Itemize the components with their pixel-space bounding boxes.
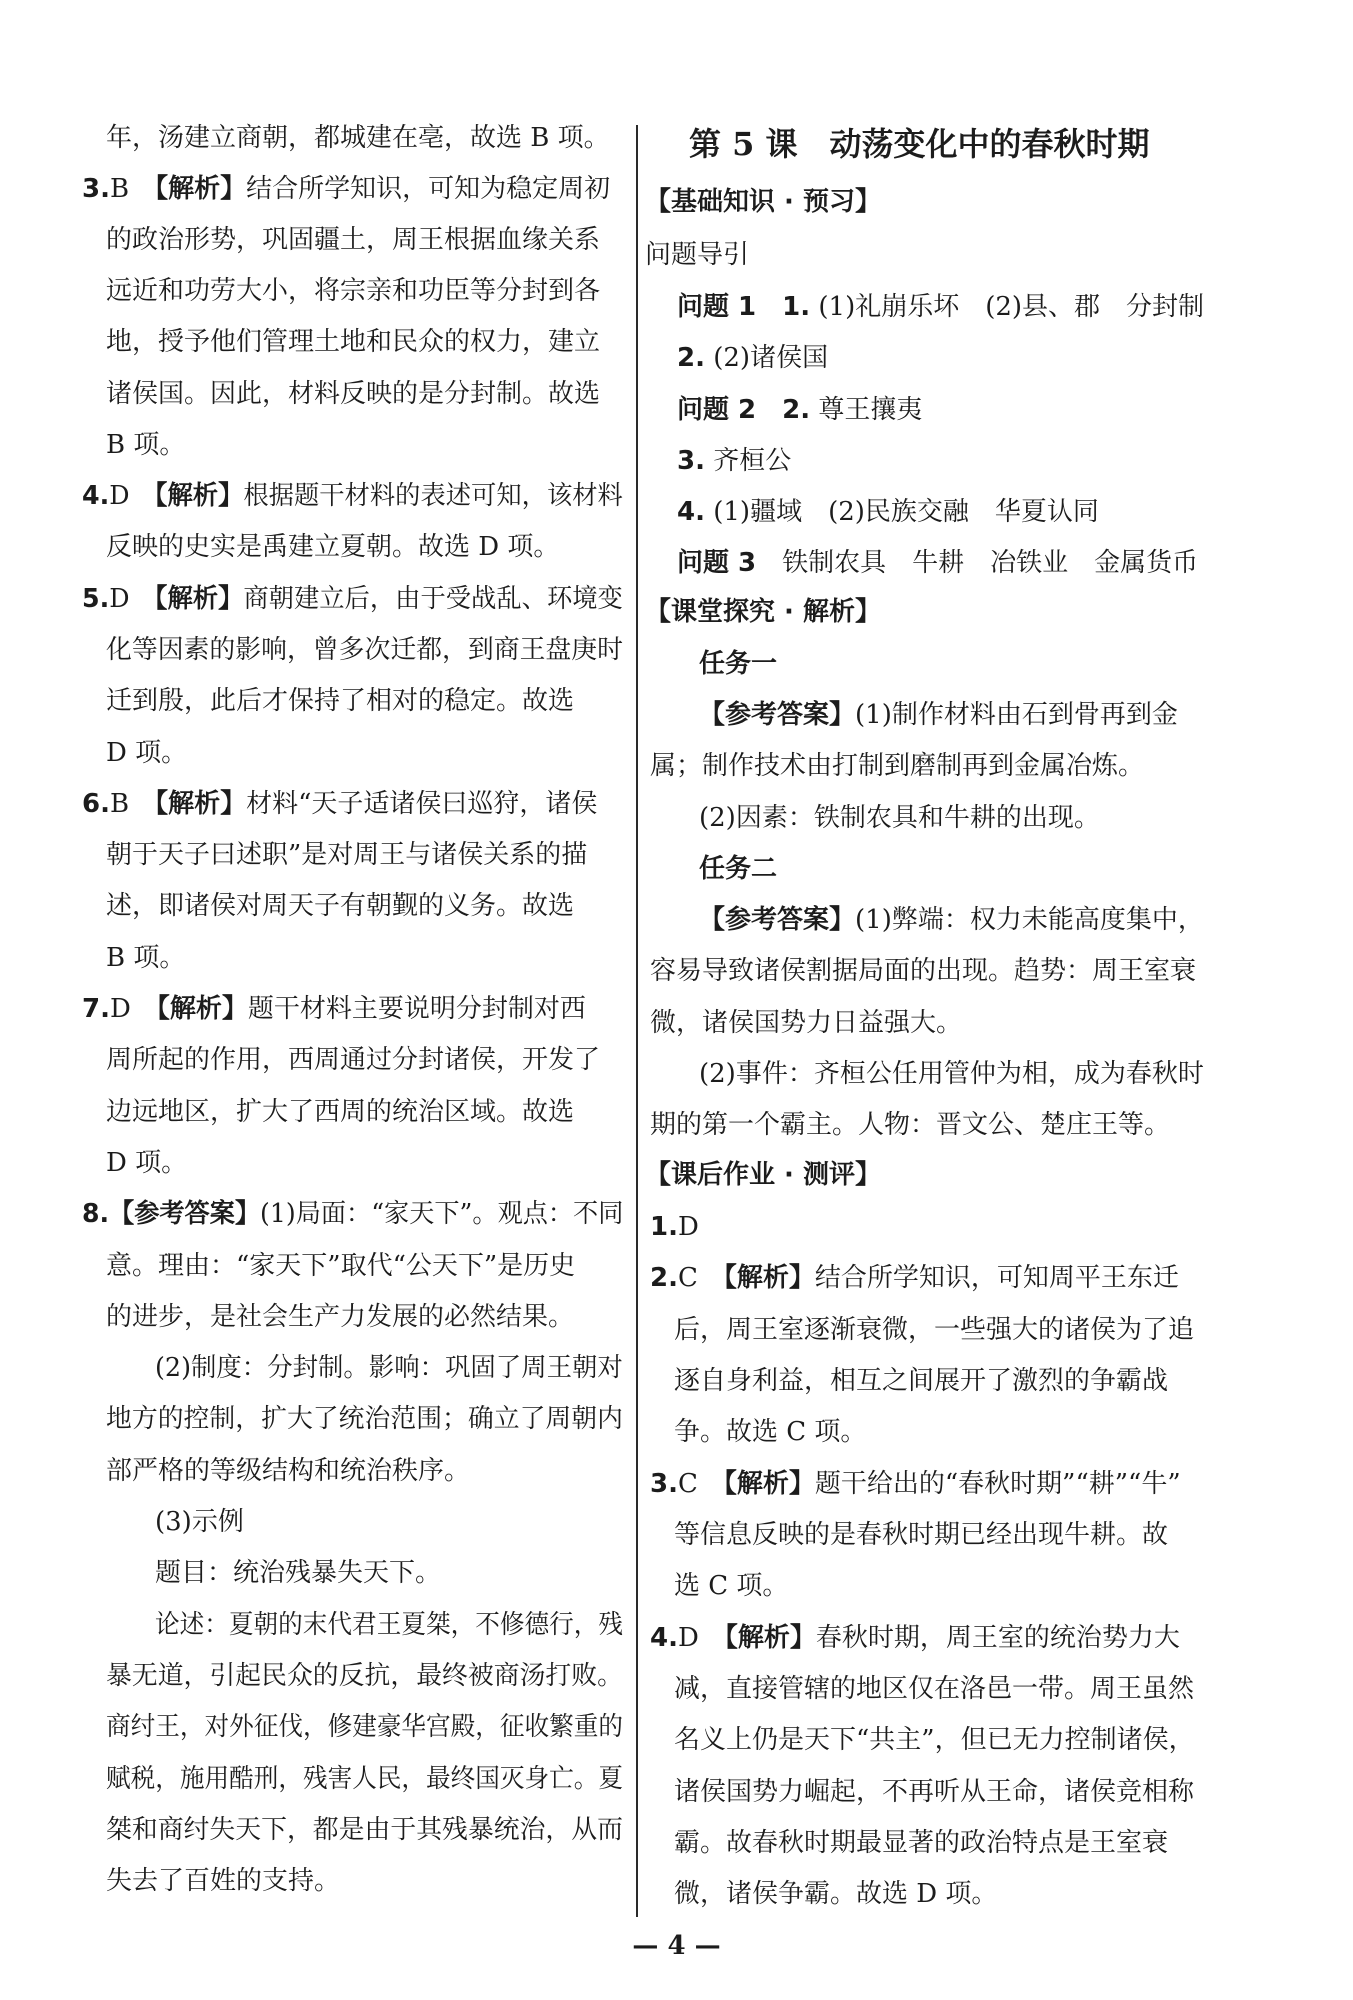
section-heading: 【课堂探究 · 解析】 <box>645 597 881 627</box>
question-3-line: 3.B 【解析】结合所学知识，可知为稳定周初 <box>82 174 611 204</box>
text-line: 赋税，施用酷刑，残害人民，最终国灭身亡。夏 <box>106 1764 624 1794</box>
text-line: 的进步，是社会生产力发展的必然结果。 <box>106 1302 575 1332</box>
text-line: 【参考答案】(1)制作材料由石到骨再到金 <box>699 700 1178 730</box>
text-line: 3. 齐桓公 <box>677 446 792 476</box>
text-line: 边远地区，扩大了西周的统治区域。故选 <box>106 1097 575 1127</box>
text-line: 争。故选 C 项。 <box>674 1417 867 1447</box>
question-5-line: 5.D 【解析】商朝建立后，由于受战乱、环境变 <box>82 584 623 614</box>
text-line: 诸侯国。因此，材料反映的是分封制。故选 <box>106 379 601 409</box>
text-line: 选 C 项。 <box>674 1571 789 1601</box>
page-number: — 4 — <box>632 1931 721 1961</box>
text-line: 后，周王室逐渐衰微，一些强大的诸侯为了追 <box>674 1315 1195 1345</box>
text-line: 地，授予他们管理土地和民众的权力，建立 <box>106 327 601 357</box>
task-heading: 任务一 <box>699 649 778 679</box>
text-line: 属；制作技术由打制到磨制再到金属冶炼。 <box>650 751 1145 781</box>
text-line: 迁到殷，此后才保持了相对的稳定。故选 <box>106 686 575 716</box>
text-line: 微，诸侯争霸。故选 D 项。 <box>674 1879 998 1909</box>
text-line: 失去了百姓的支持。 <box>106 1866 341 1896</box>
lesson-title: 第 5 课 动荡变化中的春秋时期 <box>689 125 1150 163</box>
text-line: 年，汤建立商朝，都城建在亳，故选 B 项。 <box>106 123 610 153</box>
text-line: 等信息反映的是春秋时期已经出现牛耕。故 <box>674 1520 1169 1550</box>
question-8-line: 8.【参考答案】(1)局面：“家天下”。观点：不同 <box>82 1199 624 1229</box>
text-line: (2)事件：齐桓公任用管仲为相，成为春秋时 <box>699 1059 1204 1089</box>
text-line: 论述：夏朝的末代君王夏桀，不修德行，残 <box>155 1610 624 1640</box>
text-line: 减，直接管辖的地区仅在洛邑一带。周王虽然 <box>674 1674 1195 1704</box>
question-6-line: 6.B 【解析】材料“天子适诸侯曰巡狩，诸侯 <box>82 789 598 819</box>
text-line: D 项。 <box>106 1148 188 1178</box>
task-heading: 任务二 <box>699 854 778 884</box>
text-line: 逐自身利益，相互之间展开了激烈的争霸战 <box>674 1366 1169 1396</box>
text-line: 问题 2 2. 尊王攘夷 <box>677 395 923 425</box>
text-line: 问题 1 1. (1)礼崩乐坏 (2)县、郡 分封制 <box>677 292 1205 322</box>
text-line: 名义上仍是天下“共主”，但已无力控制诸侯， <box>674 1725 1195 1755</box>
column-divider <box>636 125 638 1917</box>
text-line: 地方的控制，扩大了统治范围；确立了周朝内 <box>106 1404 623 1434</box>
text-line: 部严格的等级结构和统治秩序。 <box>106 1456 471 1486</box>
text-line: 意。理由：“家天下”取代“公天下”是历史 <box>106 1251 576 1281</box>
question-4-line: 4.D 【解析】春秋时期，周王室的统治势力大 <box>650 1623 1180 1653</box>
text-line: (2)因素：铁制农具和牛耕的出现。 <box>699 803 1100 833</box>
text-line: 的政治形势，巩固疆土，周王根据血缘关系 <box>106 225 601 255</box>
text-line: B 项。 <box>106 943 186 973</box>
question-3-line: 3.C 【解析】题干给出的“春秋时期”“耕”“牛” <box>650 1469 1181 1499</box>
text-line: 容易导致诸侯割据局面的出现。趋势：周王室衰 <box>650 956 1197 986</box>
section-heading: 【课后作业 · 测评】 <box>645 1160 881 1190</box>
text-line: 霸。故春秋时期最显著的政治特点是王室衰 <box>674 1828 1169 1858</box>
text-line: 题目：统治残暴失天下。 <box>155 1558 442 1588</box>
text-line: 反映的史实是禹建立夏朝。故选 D 项。 <box>106 532 560 562</box>
section-heading: 【基础知识 · 预习】 <box>645 187 881 217</box>
text-line: 远近和功劳大小，将宗亲和功臣等分封到各 <box>106 276 601 306</box>
text-line: 2. (2)诸侯国 <box>677 343 829 373</box>
question-4-line: 4.D 【解析】根据题干材料的表述可知，该材料 <box>82 481 623 511</box>
text-line: 4. (1)疆域 (2)民族交融 华夏认同 <box>677 497 1099 527</box>
text-line: 诸侯国势力崛起，不再听从王命，诸侯竞相称 <box>674 1777 1195 1807</box>
question-7-line: 7.D 【解析】题干材料主要说明分封制对西 <box>82 994 586 1024</box>
text-line: 化等因素的影响，曾多次迁都，到商王盘庚时 <box>106 635 623 665</box>
text-line: (3)示例 <box>155 1507 244 1537</box>
text-line: 期的第一个霸主。人物：晋文公、楚庄王等。 <box>650 1110 1171 1140</box>
text-line: 周所起的作用，西周通过分封诸侯，开发了 <box>106 1045 601 1075</box>
text-line: 问题导引 <box>645 240 750 270</box>
text-line: 商纣王，对外征伐，修建豪华宫殿，征收繁重的 <box>106 1712 624 1742</box>
text-line: (2)制度：分封制。影响：巩固了周王朝对 <box>155 1353 623 1383</box>
question-2-line: 2.C 【解析】结合所学知识，可知周平王东迁 <box>650 1263 1179 1293</box>
text-line: 暴无道，引起民众的反抗，最终被商汤打败。 <box>106 1661 623 1691</box>
text-line: 【参考答案】(1)弊端：权力未能高度集中， <box>699 905 1204 935</box>
text-line: 朝于天子曰述职”是对周王与诸侯关系的描 <box>106 840 588 870</box>
question-1-line: 1.D <box>650 1212 699 1242</box>
text-line: 桀和商纣失天下，都是由于其残暴统治，从而 <box>106 1815 623 1845</box>
text-line: B 项。 <box>106 430 186 460</box>
text-line: 微，诸侯国势力日益强大。 <box>650 1008 963 1038</box>
text-line: D 项。 <box>106 738 188 768</box>
text-line: 述，即诸侯对周天子有朝觐的义务。故选 <box>106 891 575 921</box>
text-line: 问题 3 铁制农具 牛耕 冶铁业 金属货币 <box>677 548 1199 578</box>
